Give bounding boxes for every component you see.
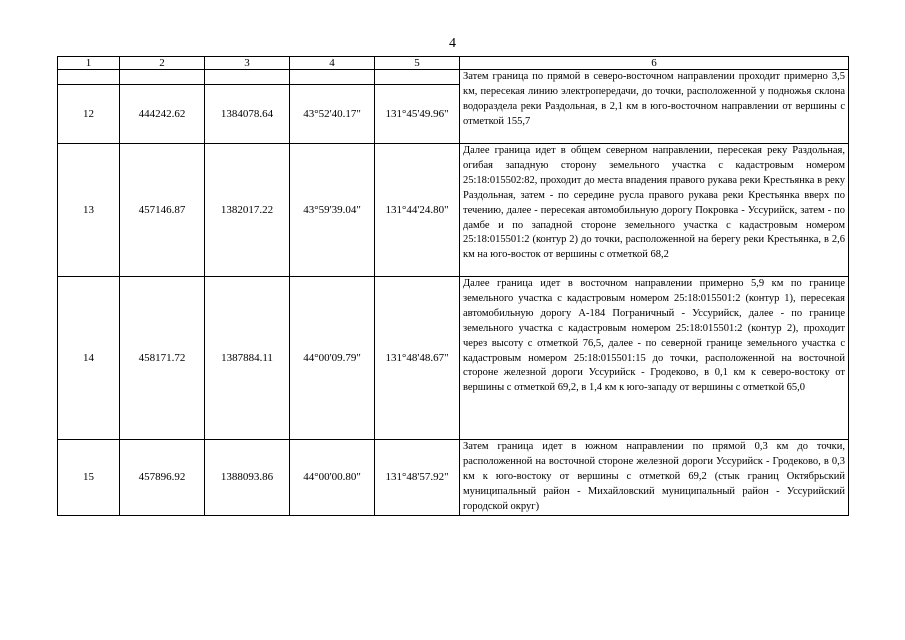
empty-cell [120,70,205,85]
table-row [58,70,849,85]
y-coordinate: 1388093.86 [205,440,290,516]
empty-cell [375,70,460,85]
point-number: 14 [58,277,120,440]
table-row [58,144,849,277]
empty-cell [205,70,290,85]
table-row [58,277,849,440]
column-header: 6 [460,57,849,70]
description-cell: Затем граница по прямой в северо-восточном направлении проходит примерно 3,5 км, пересекая линию электропередачи, до точки, расположенной у подножья склона водораздела реки Раздольная, в 2,1 км в юго-восточном направлении от вершины с отметкой 155,7 [460,70,849,144]
page-number: 4 [449,36,456,51]
y-coordinate: 1387884.11 [205,277,290,440]
column-header: 5 [375,57,460,70]
longitude: 131°48'57.92" [375,440,460,516]
table-row [58,440,849,516]
column-header: 2 [120,57,205,70]
column-header: 4 [290,57,375,70]
boundary-points-table [57,56,849,516]
header-row [58,57,849,70]
description-cell: Затем граница идет в южном направлении по прямой 0,3 км до точки, расположенной на восточной стороне железной дороги Уссурийск - Гродеково, в 0,3 км к юго-востоку от вершины с отметкой 69,2 (стык границ Октябрьский муниципальный район - Михайловский муниципальный район - Уссурийский городской округ) [460,440,849,516]
longitude: 131°48'48.67" [375,277,460,440]
latitude: 43°52'40.17" [290,85,375,144]
empty-cell [58,70,120,85]
point-number: 13 [58,144,120,277]
point-number: 12 [58,85,120,144]
latitude: 44°00'00.80" [290,440,375,516]
x-coordinate: 444242.62 [120,85,205,144]
x-coordinate: 457146.87 [120,144,205,277]
longitude: 131°45'49.96" [375,85,460,144]
empty-cell [290,70,375,85]
latitude: 43°59'39.04" [290,144,375,277]
column-header: 1 [58,57,120,70]
x-coordinate: 457896.92 [120,440,205,516]
y-coordinate: 1384078.64 [205,85,290,144]
column-header: 3 [205,57,290,70]
point-number: 15 [58,440,120,516]
x-coordinate: 458171.72 [120,277,205,440]
latitude: 44°00'09.79" [290,277,375,440]
longitude: 131°44'24.80" [375,144,460,277]
description-cell: Далее граница идет в восточном направлении примерно 5,9 км по границе земельного участка с кадастровым номером 25:18:015501:2 (контур 1), пересекая автомобильную дорогу А-184 Пограничный - Уссурийск, далее - по границе земельного участка с кадастровым номером 25:18:015501:2 (контур 2), проходит через высоту с отметкой 76,5, далее - по северной границе земельного участка с кадастровым номером 25:18:015501:15 до точки, расположенной на восточной стороне железной дороги Уссурийск - Гродеково, в 0,1 км к северо-востоку от вершины с отметкой 69,2, в 1,4 км к юго-западу от вершины с отметкой 65,0 [460,277,849,440]
description-cell: Далее граница идет в общем северном направлении, пересекая реку Раздольная, огибая западную сторону земельного участка с кадастровым номером 25:18:015502:82, проходит до места впадения правого рукава реки Крестьянка в реку Раздольная, затем - по середине русла правого рукава реки Крестьянка вверх по течению, далее - пересекая автомобильную дорогу Покровка - Уссурийск, затем - по дамбе и по западной стороне земельного участка с кадастровым номером 25:18:015501:2 (контур 2) до точки, расположенной на берегу реки Крестьянка, в 2,6 км на юго-восток от вершины с отметкой 68,2 [460,144,849,277]
y-coordinate: 1382017.22 [205,144,290,277]
